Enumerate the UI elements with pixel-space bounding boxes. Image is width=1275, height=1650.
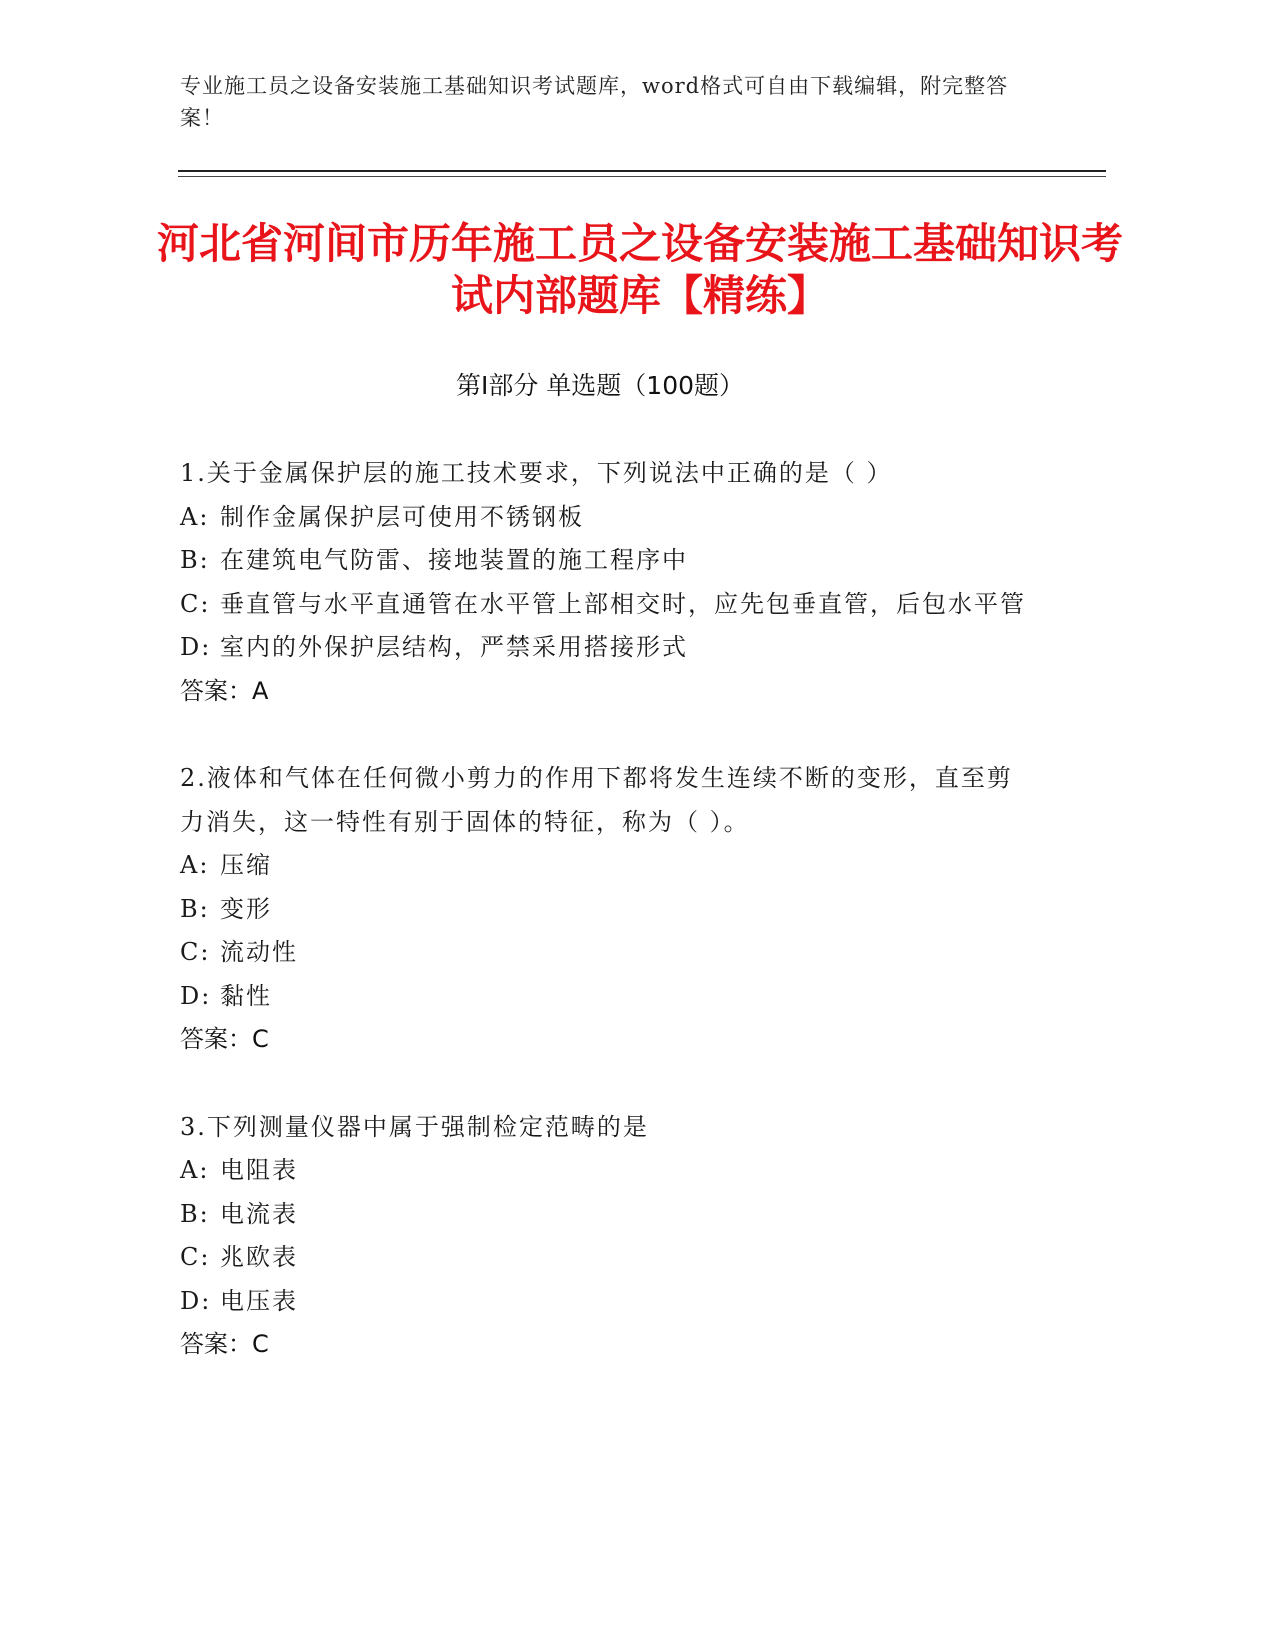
option-text: 压缩 bbox=[220, 851, 272, 879]
header-note: 专业施工员之设备安装施工基础知识考试题库，word格式可自由下载编辑，附完整答案！ bbox=[180, 74, 1009, 130]
option-letter: A: bbox=[180, 502, 210, 531]
answer-label: 答案： bbox=[180, 676, 252, 705]
option-d bbox=[180, 975, 1040, 1019]
option-a bbox=[180, 496, 1040, 540]
option-b bbox=[180, 1193, 1040, 1237]
option-letter: B: bbox=[180, 546, 210, 574]
option-letter: D: bbox=[180, 981, 212, 1010]
option-text: 流动性 bbox=[220, 938, 298, 966]
option-letter: B: bbox=[180, 1199, 210, 1228]
section-heading: 第Ⅰ部分 单选题（100题） bbox=[455, 371, 745, 400]
question-stem: 1.关于金属保护层的施工技术要求，下列说法中正确的是（ ） bbox=[180, 459, 893, 487]
answer-value: C bbox=[252, 1330, 269, 1358]
option-text: 制作金属保护层可使用不锈钢板 bbox=[220, 502, 584, 531]
option-letter: D: bbox=[180, 1286, 212, 1315]
question-3 bbox=[180, 1106, 1040, 1367]
option-letter: D: bbox=[180, 633, 212, 661]
option-text: 垂直管与水平直通管在水平管上部相交时，应先包垂直管，后包水平管 bbox=[220, 589, 1026, 618]
option-text: 兆欧表 bbox=[220, 1243, 298, 1271]
option-letter: C: bbox=[180, 938, 211, 966]
option-text: 黏性 bbox=[220, 981, 272, 1010]
option-text: 室内的外保护层结构，严禁采用搭接形式 bbox=[220, 633, 688, 661]
option-text: 电阻表 bbox=[220, 1156, 298, 1184]
option-letter: A: bbox=[180, 851, 210, 879]
header-divider-thin bbox=[178, 176, 1106, 177]
option-c bbox=[180, 583, 1040, 627]
option-letter: C: bbox=[180, 1243, 211, 1271]
question-2 bbox=[180, 757, 1040, 1062]
question-list bbox=[180, 452, 1040, 1411]
question-1 bbox=[180, 452, 1040, 713]
option-b bbox=[180, 539, 1040, 583]
option-a bbox=[180, 844, 1040, 888]
option-c bbox=[180, 931, 1040, 975]
option-letter: A: bbox=[180, 1156, 210, 1184]
answer-label: 答案： bbox=[180, 1330, 252, 1358]
answer bbox=[180, 1323, 1040, 1367]
answer-value: A bbox=[252, 676, 269, 705]
option-c bbox=[180, 1236, 1040, 1280]
document-title: 河北省河间市历年施工员之设备安装施工基础知识考试内部题库【精练】 bbox=[156, 219, 1123, 320]
answer bbox=[180, 670, 1040, 714]
header-divider-thick bbox=[178, 170, 1106, 172]
option-text: 电压表 bbox=[220, 1286, 298, 1315]
option-d bbox=[180, 1280, 1040, 1324]
option-b bbox=[180, 888, 1040, 932]
answer-value: C bbox=[252, 1025, 269, 1053]
option-text: 变形 bbox=[220, 894, 272, 923]
answer-label: 答案： bbox=[180, 1025, 252, 1053]
option-letter: B: bbox=[180, 894, 210, 923]
option-text: 在建筑电气防雷、接地装置的施工程序中 bbox=[220, 546, 688, 574]
option-d bbox=[180, 626, 1040, 670]
option-a bbox=[180, 1149, 1040, 1193]
option-letter: C: bbox=[180, 589, 211, 618]
option-text: 电流表 bbox=[220, 1199, 298, 1228]
question-stem: 2.液体和气体在任何微小剪力的作用下都将发生连续不断的变形，直至剪力消失，这一特性有别于固体的特征，称为（ ）。 bbox=[180, 764, 1013, 836]
answer bbox=[180, 1018, 1040, 1062]
question-stem: 3.下列测量仪器中属于强制检定范畴的是 bbox=[180, 1112, 649, 1141]
